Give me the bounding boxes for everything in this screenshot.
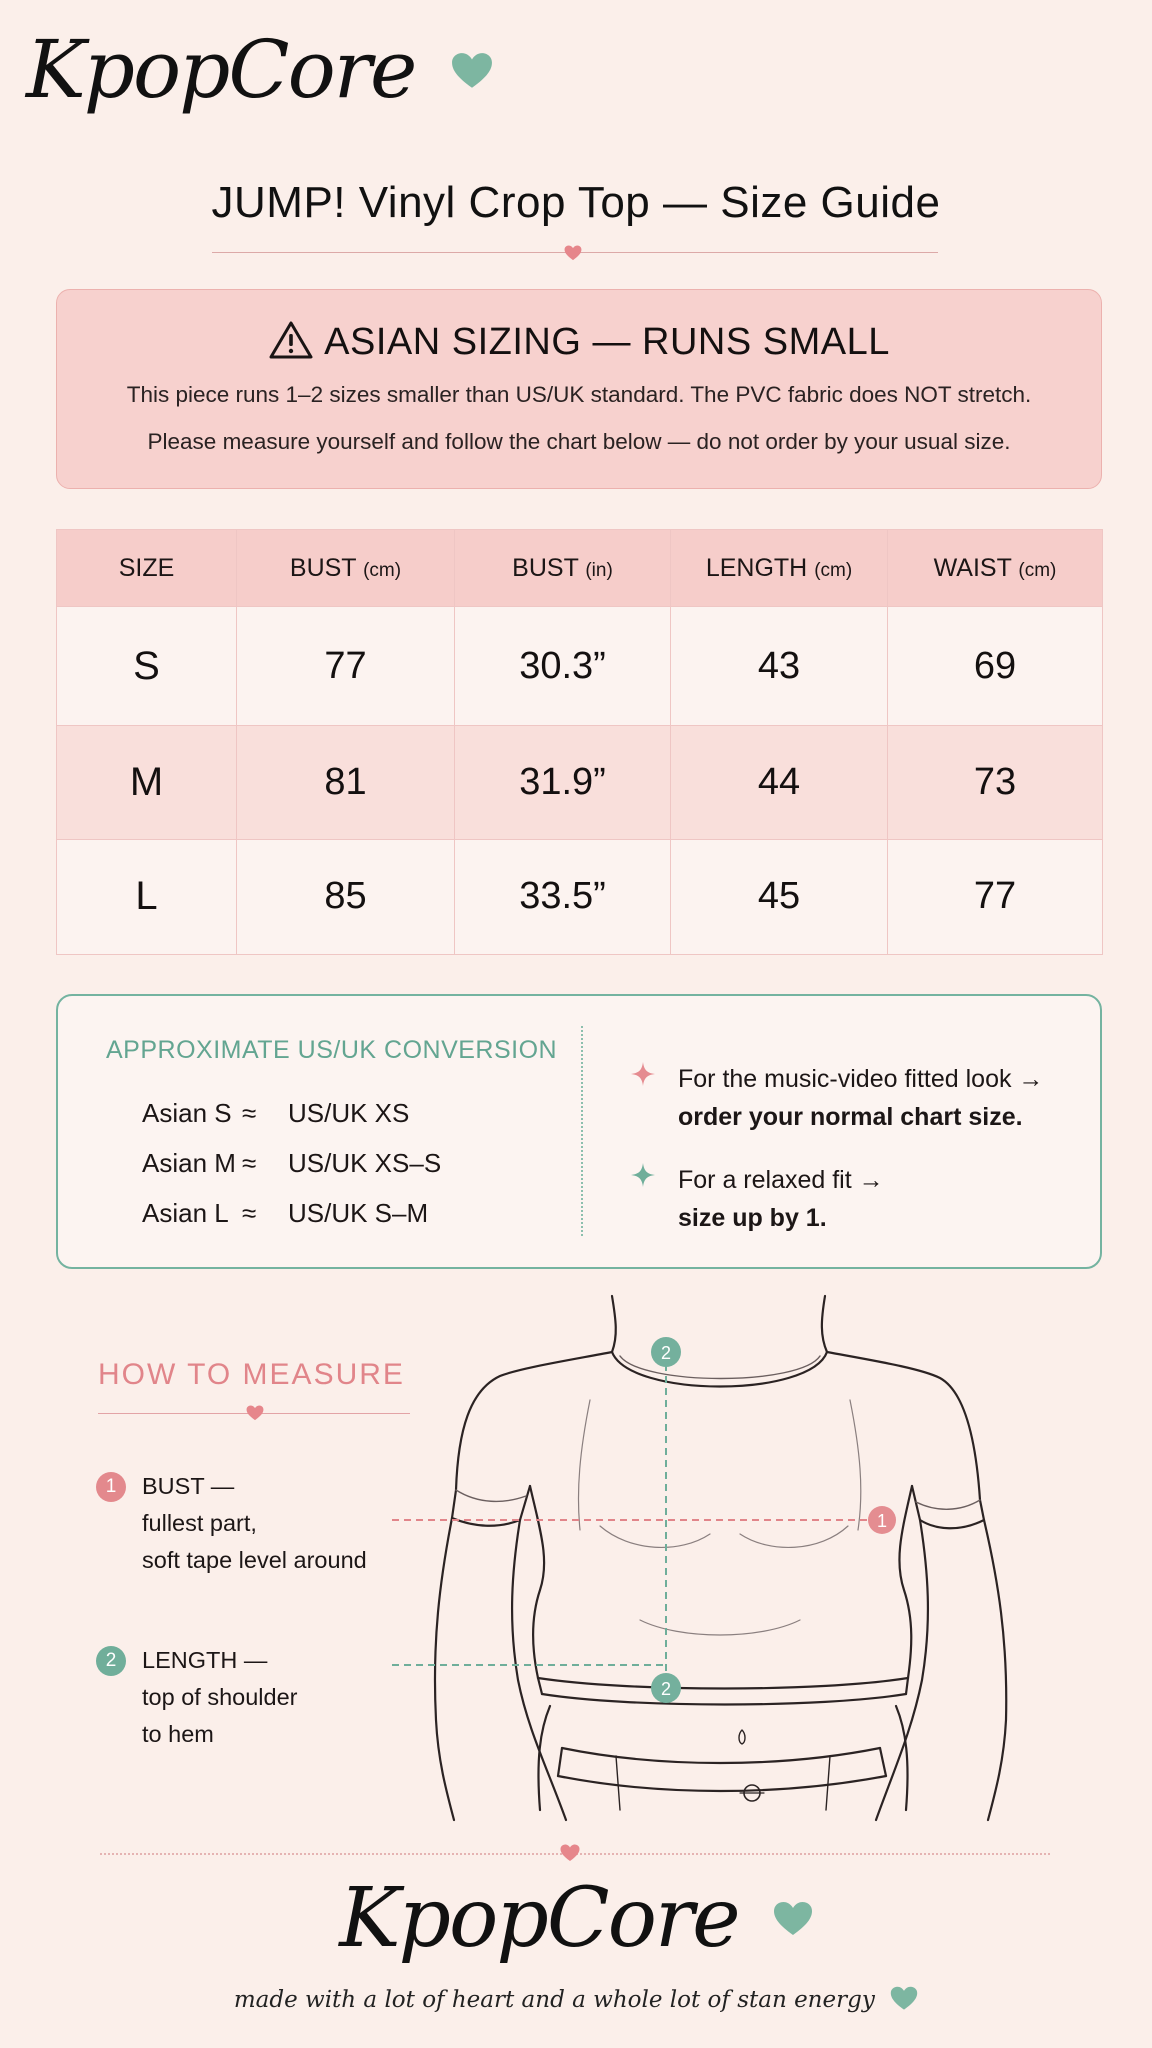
brand-name: KpopCore: [339, 1871, 739, 1966]
conversion-row: [142, 1198, 428, 1229]
svg-text:2: 2: [660, 1343, 672, 1363]
column-header: [455, 530, 671, 607]
approx-symbol: ≈: [242, 1198, 257, 1228]
conversion-row: [142, 1098, 409, 1129]
table-cell: 77: [237, 607, 455, 726]
table-row: [57, 726, 1103, 839]
svg-text:1: 1: [876, 1511, 888, 1531]
header-unit: (cm): [1018, 559, 1057, 581]
tip-emphasis: size up by 1.: [678, 1204, 827, 1232]
svg-text:2: 2: [660, 1679, 672, 1699]
tip-emphasis: order your normal chart size.: [678, 1103, 1023, 1131]
column-header: [671, 530, 888, 607]
approx-symbol: ≈: [242, 1098, 257, 1128]
conversion-divider: [581, 1026, 583, 1236]
conversion-box: [56, 994, 1102, 1269]
header-label: LENGTH: [705, 553, 808, 582]
brand-name: KpopCore: [26, 23, 416, 116]
column-header: [57, 530, 237, 607]
table-cell: 73: [888, 726, 1103, 839]
table-cell: 30.3”: [455, 607, 671, 726]
table-cell: 44: [671, 726, 888, 839]
approx-symbol: ≈: [242, 1148, 257, 1178]
bust-marker: [868, 1506, 896, 1534]
table-cell: 31.9”: [455, 726, 671, 839]
step-label: LENGTH —: [142, 1647, 268, 1673]
table-cell: 33.5”: [455, 839, 671, 954]
table-cell: L: [57, 839, 237, 954]
tip-fitted: [678, 1060, 1043, 1136]
warning-line-1: This piece runs 1–2 sizes smaller than US/UK standard. The PVC fabric does NOT stretch.: [126, 382, 1032, 407]
step-number-badge: 1: [96, 1472, 126, 1502]
conversion-title: APPROXIMATE US/UK CONVERSION: [106, 1036, 558, 1064]
asian-size: Asian M: [142, 1148, 236, 1178]
header-label: WAIST: [933, 553, 1012, 582]
table-cell: 85: [237, 839, 455, 954]
warning-line-2: Please measure yourself and follow the chart below — do not order by your usual size.: [147, 429, 1011, 454]
table-cell: 77: [888, 839, 1103, 954]
header-label: SIZE: [118, 553, 175, 582]
header-label: BUST: [512, 553, 579, 582]
page-title: JUMP! Vinyl Crop Top — Size Guide: [211, 178, 941, 227]
heart-icon: [246, 1405, 264, 1421]
warning-title: ASIAN SIZING — RUNS SMALL: [324, 321, 890, 363]
heart-icon: [890, 1986, 918, 2011]
table-cell: 45: [671, 839, 888, 954]
length-marker-top: [651, 1337, 681, 1367]
column-header: [888, 530, 1103, 607]
table-cell: M: [57, 726, 237, 839]
footer-brand: [0, 1871, 1152, 1966]
tip-line: For a relaxed fit →: [678, 1166, 884, 1194]
step-detail: soft tape level around: [142, 1547, 367, 1573]
warning-triangle-icon: [268, 320, 314, 360]
asian-size: Asian S: [142, 1098, 232, 1128]
step-detail: fullest part,: [142, 1510, 257, 1536]
header-unit: (cm): [363, 559, 402, 581]
step-length: [142, 1642, 297, 1753]
step-bust: [142, 1468, 367, 1579]
table-row: [57, 607, 1103, 726]
us-size: US/UK XS: [288, 1098, 410, 1128]
sizing-warning-box: [56, 289, 1102, 489]
header-unit: (in): [585, 559, 613, 581]
conversion-row: [142, 1148, 441, 1179]
brand-logo: [26, 23, 493, 116]
green-sparkle-icon: [630, 1162, 656, 1188]
tip-relaxed: [678, 1161, 884, 1237]
column-header: [237, 530, 455, 607]
size-chart-table: [56, 529, 1103, 955]
table-cell: 69: [888, 607, 1103, 726]
heart-icon: [564, 245, 582, 261]
us-size: US/UK S–M: [288, 1198, 429, 1228]
table-row: [57, 839, 1103, 954]
heart-icon: [773, 1901, 813, 1937]
header-label: BUST: [289, 553, 357, 582]
table-cell: 43: [671, 607, 888, 726]
how-to-measure-title: HOW TO MEASURE: [98, 1358, 405, 1391]
step-number-badge: 2: [96, 1646, 126, 1676]
step-detail: top of shoulder: [142, 1684, 298, 1710]
tagline-text: made with a lot of heart and a whole lot of stan energy: [233, 1987, 875, 2013]
pink-sparkle-icon: [630, 1061, 656, 1087]
table-cell: 81: [237, 726, 455, 839]
heart-icon: [560, 1844, 580, 1862]
measurement-illustration: [380, 1290, 1040, 1830]
tagline: [0, 1987, 1152, 2013]
length-marker-bottom: [651, 1673, 681, 1703]
us-size: US/UK XS–S: [288, 1148, 442, 1178]
step-detail: to hem: [142, 1721, 214, 1747]
asian-size: Asian L: [142, 1198, 229, 1228]
step-label: BUST —: [142, 1473, 235, 1499]
table-cell: S: [57, 607, 237, 726]
table-header-row: [57, 530, 1103, 607]
warning-heading: [57, 320, 1101, 364]
heart-icon: [451, 52, 493, 90]
header-unit: (cm): [814, 559, 853, 581]
tip-line: For the music-video fitted look →: [678, 1065, 1044, 1093]
